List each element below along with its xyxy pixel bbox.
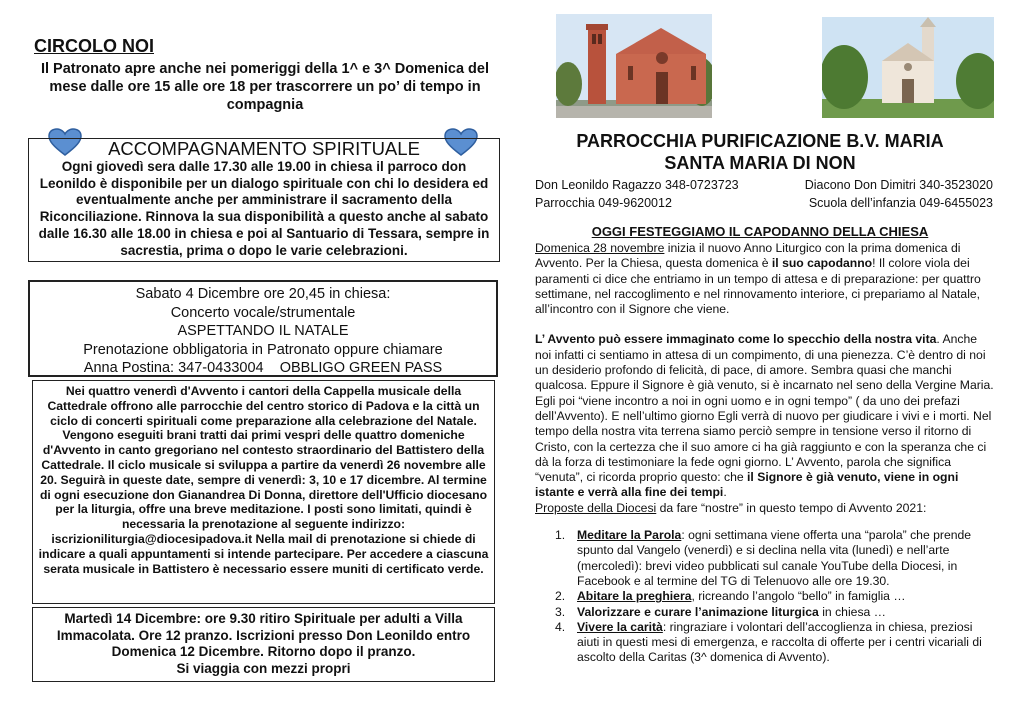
article-paragraph-1 — [535, 241, 995, 317]
parish-name-line2: SANTA MARIA DI NON — [664, 153, 856, 173]
contact-kindergarten: Scuola dell’infanzia 049-6455023 — [808, 196, 993, 210]
list-item — [535, 589, 995, 604]
list-number: 3. — [555, 604, 566, 619]
list-number: 1. — [555, 528, 566, 543]
article-title: OGGI FESTEGGIAMO IL CAPODANNO DELLA CHIESA — [591, 224, 929, 239]
article-text: inizia il nuovo Anno Liturgico con la prima domenica di Avvento. Per la Chiesa, questa domenica è — [535, 241, 961, 271]
retreat-body: Martedì 14 Dicembre: ore 9.30 ritiro Spirituale per adulti a Villa Immacolata. Ore 12 pranzo. Iscrizioni presso Don Leonildo entro Domenica 12 Dicembre. Ritorno dopo il pranzo. — [56, 611, 471, 660]
list-item — [535, 528, 995, 589]
concert-line1: Sabato 4 Dicembre ore 20,45 in chiesa: — [135, 286, 391, 302]
list-item-text: : ogni settimana viene offerta una “parola” che prende spunto dal Vangelo (venerdì) e si declina nella vita (lunedì) e nell’arte (mercoledì): brevi video pubblicati sul canale YouTube della Diocesi, in Facebook e al termine del TG di Telenuovo alle ore 19.30. — [577, 528, 972, 588]
concert-line3: ASPETTANDO IL NATALE — [177, 323, 349, 339]
circolo-title: CIRCOLO NOI — [34, 36, 154, 56]
parish-name — [520, 130, 1000, 174]
list-item-title: Valorizzare e curare l’animazione liturgica — [577, 604, 819, 619]
list-item — [535, 605, 995, 620]
concert-line2: Concerto vocale/strumentale — [170, 304, 356, 321]
article-text: da fare “nostre” in questo tempo di Avvento 2021: — [656, 500, 927, 515]
list-item-text: , ricreando l’angolo “bello” in famiglia … — [691, 589, 906, 604]
list-item-text: : ringraziare i volontari dell’accoglienza in chiesa, preziosi aiuti in questi mesi di emergenza, e raccolta di offerte per i centri vicariali di ascolto della Caritas (3^ domenica di Avvento). — [577, 619, 982, 665]
article-emphasis: il suo capodanno — [771, 256, 873, 271]
article-link-label: Proposte della Diocesi — [535, 500, 657, 515]
circolo-text: Il Patronato apre anche nei pomeriggi della 1^ e 3^ Domenica del mese dalle ore 15 alle ore 18 per trascorrere un po’ di tempo in compagnia — [40, 61, 490, 113]
proposals-list — [535, 528, 995, 666]
chapel-photo — [822, 17, 994, 118]
list-number: 4. — [555, 619, 566, 634]
spiritual-title: ACCOMPAGNAMENTO SPIRITUALE — [108, 138, 420, 159]
list-number: 2. — [555, 589, 566, 604]
spiritual-box — [28, 138, 500, 262]
article-date: Domenica 28 novembre — [535, 241, 665, 255]
contact-parish-office: Parrocchia 049-9620012 — [535, 196, 672, 210]
article-text: . — [723, 485, 727, 500]
contact-parish-priest: Don Leonildo Ragazzo 348-0723723 — [535, 178, 739, 192]
concert-line4: Prenotazione obbligatoria in Patronato oppure chiamare — [83, 341, 443, 358]
list-item-title: Meditare la Parola — [577, 528, 682, 543]
list-item-text: in chiesa … — [818, 604, 886, 619]
spiritual-body: Ogni giovedì sera dalle 17.30 alle 19.00 in chiesa il parroco don Leonildo è disponibile per un dialogo spirituale con chi lo desidera ed eventualmente anche per amministrare il sacramento della Riconciliazione. Rinnova la sua disponibilità a questo anche al sabato dalle 16.30 alle 18.00 in chiesa e poi al Santuario di Tessara, sempre in sacrestia, prima o dopo le varie celebrazioni. — [38, 159, 490, 258]
list-item-title: Abitare la preghiera — [577, 589, 692, 604]
contact-deacon: Diacono Don Dimitri 340-3523020 — [804, 178, 993, 192]
retreat-last: Si viaggia con mezzi propri — [176, 660, 351, 676]
concert-line5: Anna Postina: 347-0433004 OBBLIGO GREEN PASS — [83, 360, 443, 376]
list-item-title: Vivere la carità — [577, 619, 663, 634]
parish-name-line1: PARROCCHIA PURIFICAZIONE B.V. MARIA — [576, 131, 944, 151]
advent-concerts-box — [32, 380, 495, 604]
article-text: . Anche noi infatti ci sentiamo in attesa di un compimento, di una pienezza. C’è dentro di noi un desiderio profondo di felicità, di pace, di amore. Sembra quasi che manchi qualcosa. Eppure il Signore è già venuto, si è incarnato nel seno della Vergine Maria. Egli poi “viene incontro a noi in ogni uomo e in ogni tempo” ( da uno dei prefazi dell’Avvento). E nell’ultimo giorno Egli verrà di nuovo per giudicare i vivi e i morti. Nel tempo della nostra vita terrena siamo perciò sempre in tensione verso il ritorno di Cristo, con la certezza che il suo amore ci ha già raggiunto e con la speranza che ci dà la forza di testimoniare la fede ogni giorno. L’ Avvento, parola che significa “venuta”, ci ricorda proprio questo: che — [535, 332, 994, 485]
list-item — [535, 620, 995, 666]
article-emphasis: il Signore è già venuto, viene in ogni istante e verrà alla fine dei tempi — [535, 470, 959, 500]
article-emphasis: L’ Avvento può essere immaginato come lo specchio della nostra vita — [535, 332, 937, 347]
article-paragraph-2 — [535, 332, 995, 500]
article-body — [535, 241, 995, 666]
retreat-box — [32, 607, 495, 682]
article-text: ! Il colore viola dei paramenti ci dice che entriamo in un tempo di attesa e di preparazione: per quattro settimane, nel raccoglimento e nel rinnovamento interiore, ci prepariamo al Natale, all’incontro con il Signore che viene. — [535, 256, 981, 317]
article-paragraph-3 — [535, 501, 995, 516]
church-photo — [556, 14, 712, 118]
concert-box — [28, 280, 498, 377]
advent-concerts-body: Nei quattro venerdì d'Avvento i cantori della Cappella musicale della Cattedrale offrono alle parrocchie del centro storico di Padova e la città un ciclo di concerti spirituali come preparazione alla celebrazione del Natale. Vengono eseguiti brani tratti dai primi vespri delle quattro domeniche d'Avvento in canto gregoriano nel contesto straordinario del Battistero della Cattedrale. Il ciclo musicale si sviluppa a partire da venerdì 26 novembre alle 20. Seguirà in queste date, sempre di venerdì: 3, 10 e 17 dicembre. Al termine di ogni esecuzione don Gianandrea Di Donna, direttore dell'Ufficio diocesano per la liturgia, offre una breve meditazione. I posti sono limitati, quindi è necessaria la prenotazione al seguente indirizzo: iscrizioniliturgia@diocesipadova.it Nella mail di prenotazione si chiede di indicare a quali appuntamenti si intende partecipare. Per accedere a ciascuna serata musicale in Battistero è necessario essere muniti di certificato verde. — [38, 384, 489, 576]
